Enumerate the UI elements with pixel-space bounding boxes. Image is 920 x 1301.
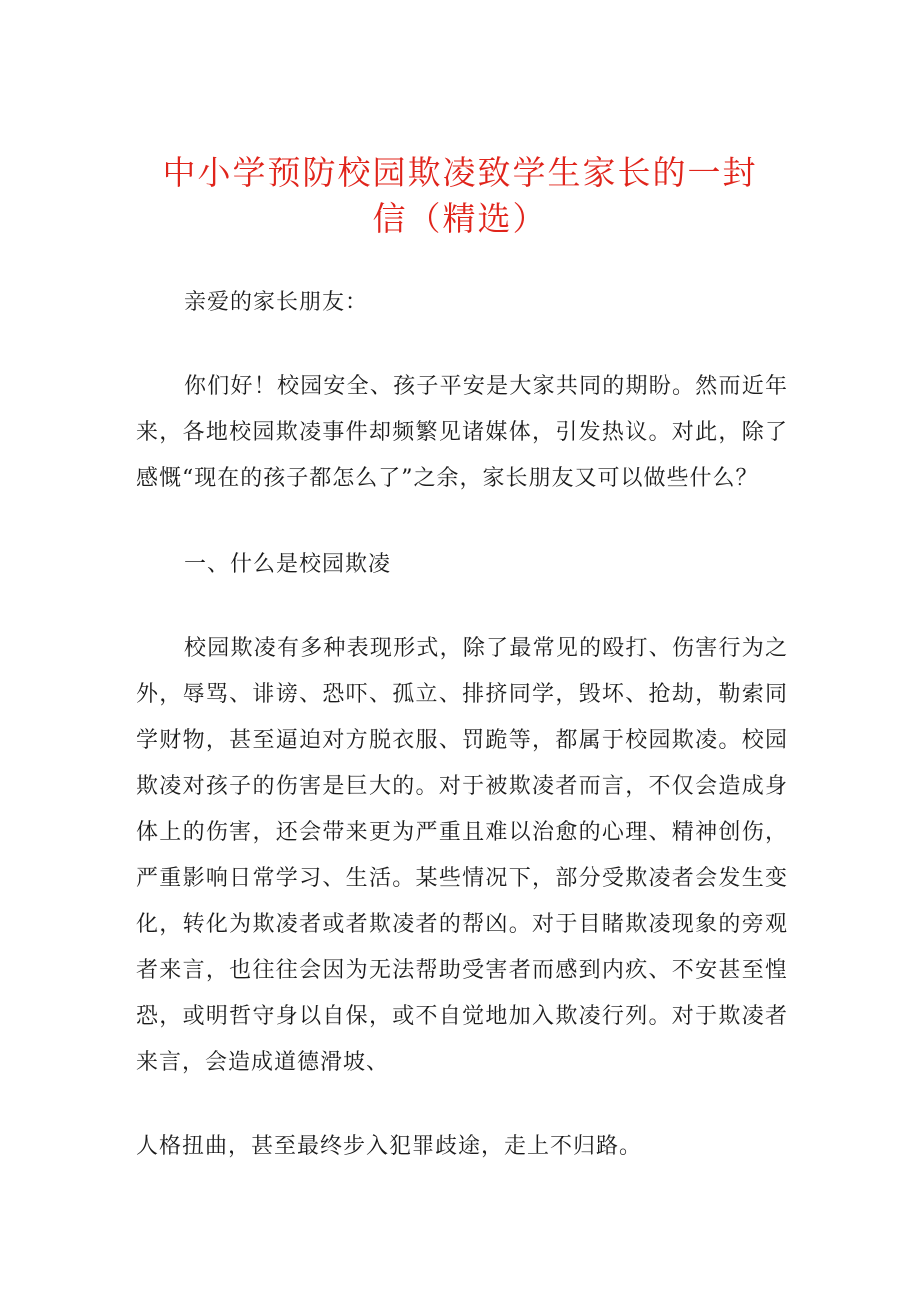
continuation-paragraph: 人格扭曲，甚至最终步入犯罪歧途，走上不归路。	[136, 1134, 643, 1159]
body-paragraph: 校园欺凌有多种表现形式，除了最常见的殴打、伤害行为之外，辱骂、诽谤、恐吓、孤立、排挤同学，毁坏、抢劫，勒索同学财物，甚至逼迫对方脱衣服、罚跪等，都属于校园欺凌。校园欺凌对孩子的伤害是巨大的。对于被欺凌者而言，不仅会造成身体上的伤害，还会带来更为严重且难以治愈的心理、精神创伤，严重影响日常学习、生活。某些情况下，部分受欺凌者会发生变化，转化为欺凌者或者欺凌者的帮凶。对于目睹欺凌现象的旁观者来言，也往往会因为无法帮助受害者而感到内疚、不安甚至惶恐，或明哲守身以自保，或不自觉地加入欺凌行列。对于欺凌者来言，会造成道德滑坡、	[136, 636, 788, 1075]
document-title-line-1: 中小学预防校园欺凌致学生家长的一封	[162, 153, 758, 192]
greeting: 亲爱的家长朋友：	[184, 290, 369, 315]
document-title-line-2: 信（精选）	[372, 199, 548, 238]
section-heading: 一、什么是校园欺凌	[184, 552, 392, 577]
intro-paragraph: 你们好！校园安全、孩子平安是大家共同的期盼。然而近年来，各地校园欺凌事件却频繁见诸媒体，引发热议。对此，除了感慨“现在的孩子都怎么了”之余，家长朋友又可以做些什么？	[136, 374, 788, 491]
